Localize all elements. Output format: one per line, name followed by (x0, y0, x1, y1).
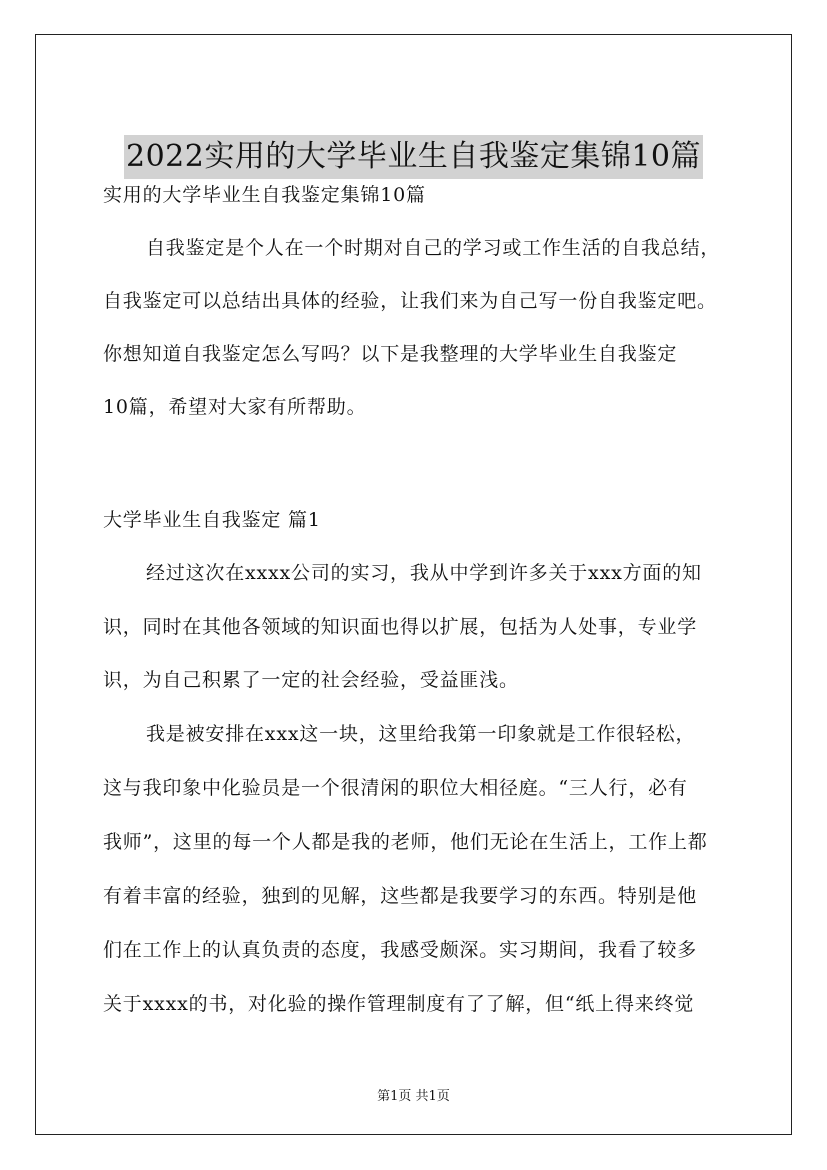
paragraph2-line-2: 这与我印象中化验员是一个很清闲的职位大相径庭。“三人行，必有 (103, 777, 688, 799)
intro-line-3: 你想知道自我鉴定怎么写吗？以下是我整理的大学毕业生自我鉴定 (103, 343, 678, 365)
subtitle: 实用的大学毕业生自我鉴定集锦10篇 (103, 184, 426, 206)
paragraph1-line-3: 识，为自己积累了一定的社会经验，受益匪浅。 (103, 669, 519, 691)
paragraph2-line-4: 有着丰富的经验，独到的见解，这些都是我要学习的东西。特别是他 (103, 885, 698, 907)
intro-line-1: 自我鉴定是个人在一个时期对自己的学习或工作生活的自我总结， (146, 237, 721, 259)
intro-line-2: 自我鉴定可以总结出具体的经验，让我们来为自己写一份自我鉴定吧。 (103, 290, 717, 312)
section-heading: 大学毕业生自我鉴定 篇1 (103, 509, 321, 531)
paragraph2-line-6: 关于xxxx的书，对化验的操作管理制度有了了解，但“纸上得来终觉 (103, 993, 695, 1015)
paragraph1-line-2: 识，同时在其他各领域的知识面也得以扩展，包括为人处事，专业学 (103, 616, 698, 638)
document-page (35, 34, 792, 1135)
paragraph2-line-3: 我师”，这里的每一个人都是我的老师，他们无论在生活上，工作上都 (103, 831, 708, 853)
paragraph2-line-5: 们在工作上的认真负责的态度，我感受颇深。实习期间，我看了较多 (103, 939, 698, 961)
document-title: 2022实用的大学毕业生自我鉴定集锦10篇 (124, 135, 703, 179)
page-number: 第1页 共1页 (377, 1089, 450, 1104)
paragraph1-line-1: 经过这次在xxxx公司的实习，我从中学到许多关于xxx方面的知 (146, 562, 702, 584)
title-container (36, 135, 791, 179)
intro-line-4: 10篇，希望对大家有所帮助。 (103, 396, 367, 418)
paragraph2-line-1: 我是被安排在xxx这一块，这里给我第一印象就是工作很轻松， (146, 723, 696, 745)
